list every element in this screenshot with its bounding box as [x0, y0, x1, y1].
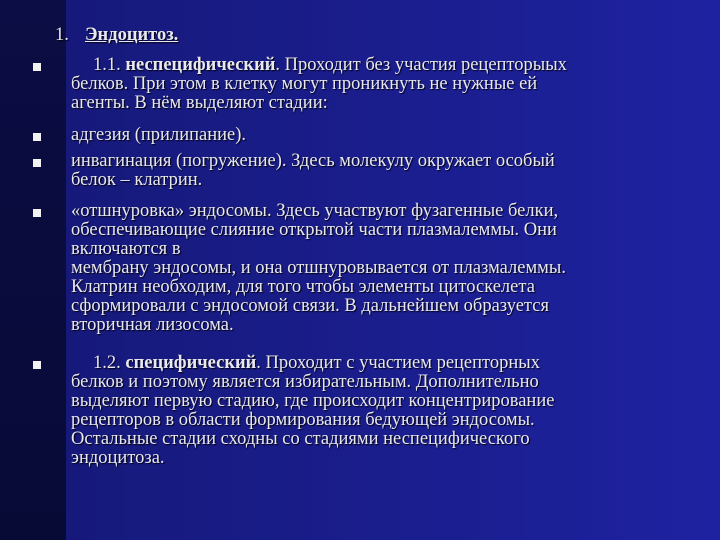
heading-title: Эндоцитоз. [85, 25, 179, 45]
list-item-text: инвагинация (погружение). Здесь молекулу окружает особый белок – клатрин. [71, 151, 555, 190]
list-item-text: 1.2. специфический. Проходит с участием рецепторных белков и поэтому является избирательным. Дополнительно выделяют первую стадию, где происходит концентрирование рецепторов в области формирования бедующей эндосомы. Остальные стадии сходны со стадиями неспецифического эндоцитоза. [71, 353, 555, 468]
item-number: 1.2. [93, 353, 121, 373]
left-band [0, 0, 66, 540]
heading-number: 1. [55, 25, 69, 45]
bullet-icon [33, 133, 41, 141]
item-term: неспецифический [125, 55, 276, 75]
list-item-text: «отшнуровка» эндосомы. Здесь участвуют фузагенные белки, обеспечивающие слияние открытой части плазмалеммы. Они включаются в мембрану эндосомы, и она отшнуровывается от плазмалеммы. Клатрин необходим, для того чтобы элементы цитоскелета сформировали с эндосомой связи. В дальнейшем образуется вторичная лизосома. [71, 201, 566, 335]
list-item-text: адгезия (прилипание). [71, 125, 247, 145]
bullet-icon [33, 159, 41, 167]
bullet-icon [33, 361, 41, 369]
item-term: специфический [125, 353, 257, 373]
bullet-icon [33, 209, 41, 217]
item-number: 1.1. [93, 55, 121, 75]
slide-heading [55, 26, 178, 45]
bullet-icon [33, 63, 41, 71]
list-item-text: 1.1. неспецифический. Проходит без участия рецепторыых белков. При этом в клетку могут проникнуть не нужные ей агенты. В нём выделяют стадии: [71, 55, 567, 113]
